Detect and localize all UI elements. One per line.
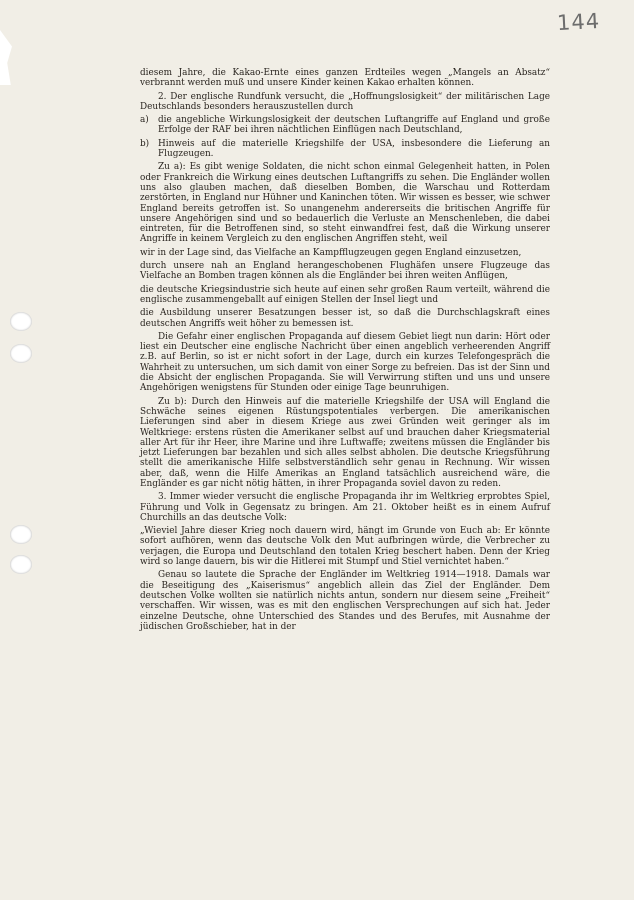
paragraph: Genau so lautete die Sprache der Engländer im Weltkrieg 1914—1918. Damals war die Beseitigung des „Kaiserismus“ angeblich allein das Ziel der Engländer. Dem deutschen Volke wollten sie natürlich nichts antun, sondern nur diesem seine „Freiheit“ verschaffen. Wir wissen, was es mit den englischen Versprechungen auf sich hat. Jeder einzelne Deutsche, ohne Unterschied des Standes und des Berufes, mit Ausnahme der jüdischen Großschieber, hat in der [140,570,550,632]
quotation: „Wieviel Jahre dieser Krieg noch dauern wird, hängt im Grunde von Euch ab: Er könnte sofort aufhören, wenn das deutsche Volk den Mut aufbringen würde, die Verbrecher zu verjagen, die Europa und Deutschland den totalen Krieg beschert haben. Denn der Krieg wird so lange dauern, bis wir die Hitlerei mit Stumpf und Stiel vernichtet haben.“ [140,526,550,568]
indented-point: durch unsere nah an England herangeschobenen Flughäfen unsere Flugzeuge das Vielfache an Bomben tragen können als die Engländer bei ihren weiten Anflügen, [140,261,550,282]
paragraph: Zu b): Durch den Hinweis auf die materielle Kriegshilfe der USA will England die Schwäche seines eigenen Rüstungspotentiales verbergen. Die amerikanischen Lieferungen sind aber in diesem Kriege aus zwei Gründen weit geringer als im Weltkriege: erstens rüsten die Amerikaner selbst auf und brauchen daher Kriegsmaterial aller Art für ihr Heer, ihre Marine und ihre Luftwaffe; zweitens müssen die Engländer bis jetzt Lieferungen bar bezahlen und sich alles selbst abholen. Die deutsche Kriegsführung stellt die amerikanische Hilfe selbstverständlich sehr genau in Rechnung. Wir wissen aber, daß, wenn die Hilfe Amerikas an England tatsächlich ausreichend wäre, die Engländer es gar nicht nötig hätten, in ihrer Propaganda soviel davon zu reden. [140,396,550,489]
list-item-text: Hinweis auf die materielle Kriegshilfe der USA, insbesondere die Lieferung an Flugzeugen. [158,138,550,160]
list-item [140,139,550,160]
list-item-label: a) [140,115,149,126]
list-item-label: b) [140,138,150,149]
indented-point: die deutsche Kriegsindustrie sich heute auf einen sehr großen Raum verteilt, während die englische zusammengeballt auf einigen Stellen der Insel liegt und [140,284,550,305]
punch-hole-icon [10,555,32,574]
paragraph: 2. Der englische Rundfunk versucht, die „Hoffnungslosigkeit“ der militärischen Lage Deutschlands besonders herauszustellen durch [140,91,550,112]
body-text [140,68,550,635]
paragraph: diesem Jahre, die Kakao-Ernte eines ganzen Erdteiles wegen „Mangels an Absatz“ verbrannt werden muß und unsere Kinder keinen Kakao erhalten können. [140,68,550,89]
paragraph: 3. Immer wieder versucht die englische Propaganda ihr im Weltkrieg erprobtes Spiel, Führung und Volk in Gegensatz zu bringen. Am 21. Oktober heißt es in einem Aufruf Churchills an das deutsche Volk: [140,492,550,523]
punch-hole-icon [10,312,32,331]
page-number-handwritten: 144 [556,8,601,36]
paragraph: Die Gefahr einer englischen Propaganda auf diesem Gebiet liegt nun darin: Hört oder liest ein Deutscher eine englische Nachricht über einen angeblich verheerenden Angriff z.B. auf Berlin, so ist er nicht sofort in der Lage, durch ein kurzes Telefongespräch die Wahrheit zu untersuchen, um sich damit von einer Sorge zu befreien. Das ist der Sinn und die Absicht der englischen Propaganda. Sie will Verwirrung stiften und uns und unsere Angehörigen wenigstens für Stunden oder einige Tage beunruhigen. [140,331,550,394]
paragraph: Zu a): Es gibt wenige Soldaten, die nicht schon einmal Gelegenheit hatten, in Polen oder Frankreich die Wirkung eines deutschen Luftangriffs zu sehen. Die Engländer wollen uns also glauben machen, daß dieselben Bomben, die Warschau und Rotterdam zerstörten, in England nur Hühner und Kaninchen töten. Wir wissen es besser, wie schwer England bereits getroffen ist. So unangenehm andererseits die britischen Angriffe für unsere Angehörigen sind und so bedauerlich die Verluste an Menschenleben, die dabei eintreten, für die Betroffenen sind, so steht einwandfrei fest, daß die Wirkung unserer Angriffe in keinem Vergleich zu den englischen Angriffen steht, weil [140,162,550,245]
torn-edge [0,30,12,85]
indented-point: die Ausbildung unserer Besatzungen besser ist, so daß die Durchschlagskraft eines deutschen Angriffs weit höher zu bemessen ist. [140,308,550,329]
list-item-text: die angebliche Wirkungslosigkeit der deutschen Luftangriffe auf England und große Erfolge der RAF bei ihren nächtlichen Einflügen nach Deutschland, [158,115,550,136]
punch-hole-icon [10,525,32,544]
indented-point: wir in der Lage sind, das Vielfache an Kampfflugzeugen gegen England einzusetzen, [140,247,522,258]
punch-hole-icon [10,344,32,363]
list-item [140,115,550,136]
